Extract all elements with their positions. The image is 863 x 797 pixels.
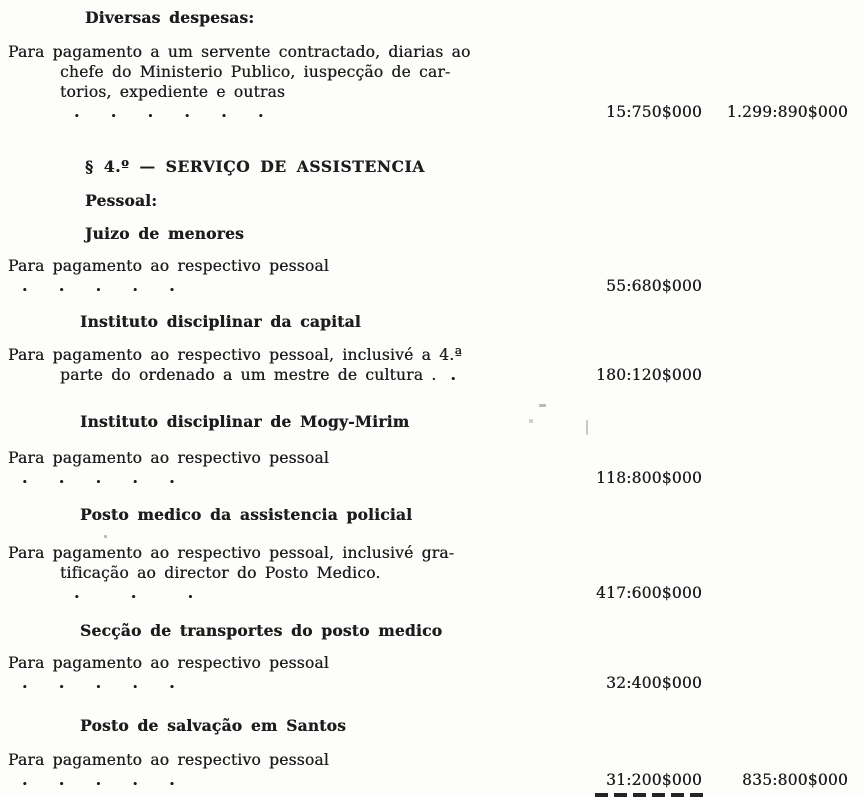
subsection-heading-pessoal: Pessoal: [85,191,158,210]
entry-line [60,563,486,603]
entry-line-text: chefe do Ministerio Publico, iuspecção de car- [60,63,451,81]
ledger-entry-posto-medico [8,543,848,603]
entry-description [8,653,486,693]
entry-line [8,256,486,296]
scan-speck [104,535,107,538]
entry-line-text: Para pagamento ao respectivo pessoal, inclusivé gra- [8,544,455,562]
entry-line-text: Para pagamento ao respectivo pessoal [8,751,329,769]
entry-description [8,448,486,488]
entry-line [60,82,486,122]
entry-line [8,448,486,488]
entry-description [8,42,486,122]
entry-line [8,750,486,790]
scan-speck [539,404,546,407]
entry-amount: 417:600$000 [595,584,702,602]
entry-line-text: tificação ao director do Posto Medico. [60,564,381,582]
subsection-heading-diversas-despesas: Diversas despesas: [85,8,255,27]
dot-leader: . . . . . [22,673,176,692]
scan-speck [586,420,588,435]
entry-line [60,365,486,385]
entry-amount: 118:800$000 [595,469,702,487]
entry-description [8,543,486,603]
entry-amount: 31:200$000 [606,771,702,789]
entry-amount: 55:680$000 [606,277,702,295]
ledger-entry-posto-salvacao [8,750,848,790]
entry-line [8,543,486,563]
entry-amount: 32:400$000 [606,674,702,692]
dot-leader: . . . . . [22,276,176,295]
entry-description [8,345,486,385]
section-heading-servico-de-assistencia: § 4.º — SERVIÇO DE ASSISTENCIA [85,157,425,176]
entry-line-text: Para pagamento ao respectivo pessoal [8,257,329,275]
scan-speck [529,419,533,423]
document-page [0,8,863,789]
dot-leader: . . . . . . [74,102,265,121]
entry-line [8,42,486,62]
entry-line-text: Para pagamento ao respectivo pessoal, inclusivé a 4.ª [8,346,462,364]
dot-leader: . . . [74,583,194,602]
entry-line-text: Para pagamento ao respectivo pessoal [8,654,329,672]
entry-amount: 15:750$000 [606,103,702,121]
entry-amount: 180:120$000 [595,366,702,384]
subsection-heading-seccao-transportes: Secção de transportes do posto medico [80,621,443,640]
dot-leader: . . . . . [22,468,176,487]
subsection-heading-instituto-disciplinar-capital: Instituto disciplinar da capital [80,312,361,331]
scanned-document-page [0,8,863,789]
ledger-entry-instituto-mogy [8,448,848,488]
entry-total-amount: 1.299:890$000 [726,103,848,121]
dot-leader: . [450,365,457,384]
entry-line-text: Para pagamento ao respectivo pessoal [8,449,329,467]
subsection-heading-posto-salvacao: Posto de salvação em Santos [80,716,347,735]
ledger-entry-servente [8,42,848,122]
entry-line [60,62,486,82]
subsection-heading-juizo-de-menores: Juizo de menores [85,224,244,243]
entry-line [8,653,486,693]
subsection-heading-posto-medico: Posto medico da assistencia policial [80,505,413,524]
entry-description [8,750,486,790]
entry-line-text: Para pagamento a um servente contractado, diarias ao [8,43,471,61]
column-total-dashed-rule [595,793,708,797]
ledger-entry-instituto-capital [8,345,848,385]
entry-description [8,256,486,296]
ledger-entry-seccao-transportes [8,653,848,693]
entry-total-amount: 835:800$000 [741,771,848,789]
entry-line [8,345,486,365]
entry-line-text: torios, expediente e outras [60,83,286,101]
entry-line-text: parte do ordenado a um mestre de cultura . [60,366,437,384]
dot-leader: . . . . . [22,770,176,789]
ledger-entry-juizo-menores [8,256,848,296]
subsection-heading-instituto-disciplinar-mogy-mirim: Instituto disciplinar de Mogy-Mirim [80,412,410,431]
